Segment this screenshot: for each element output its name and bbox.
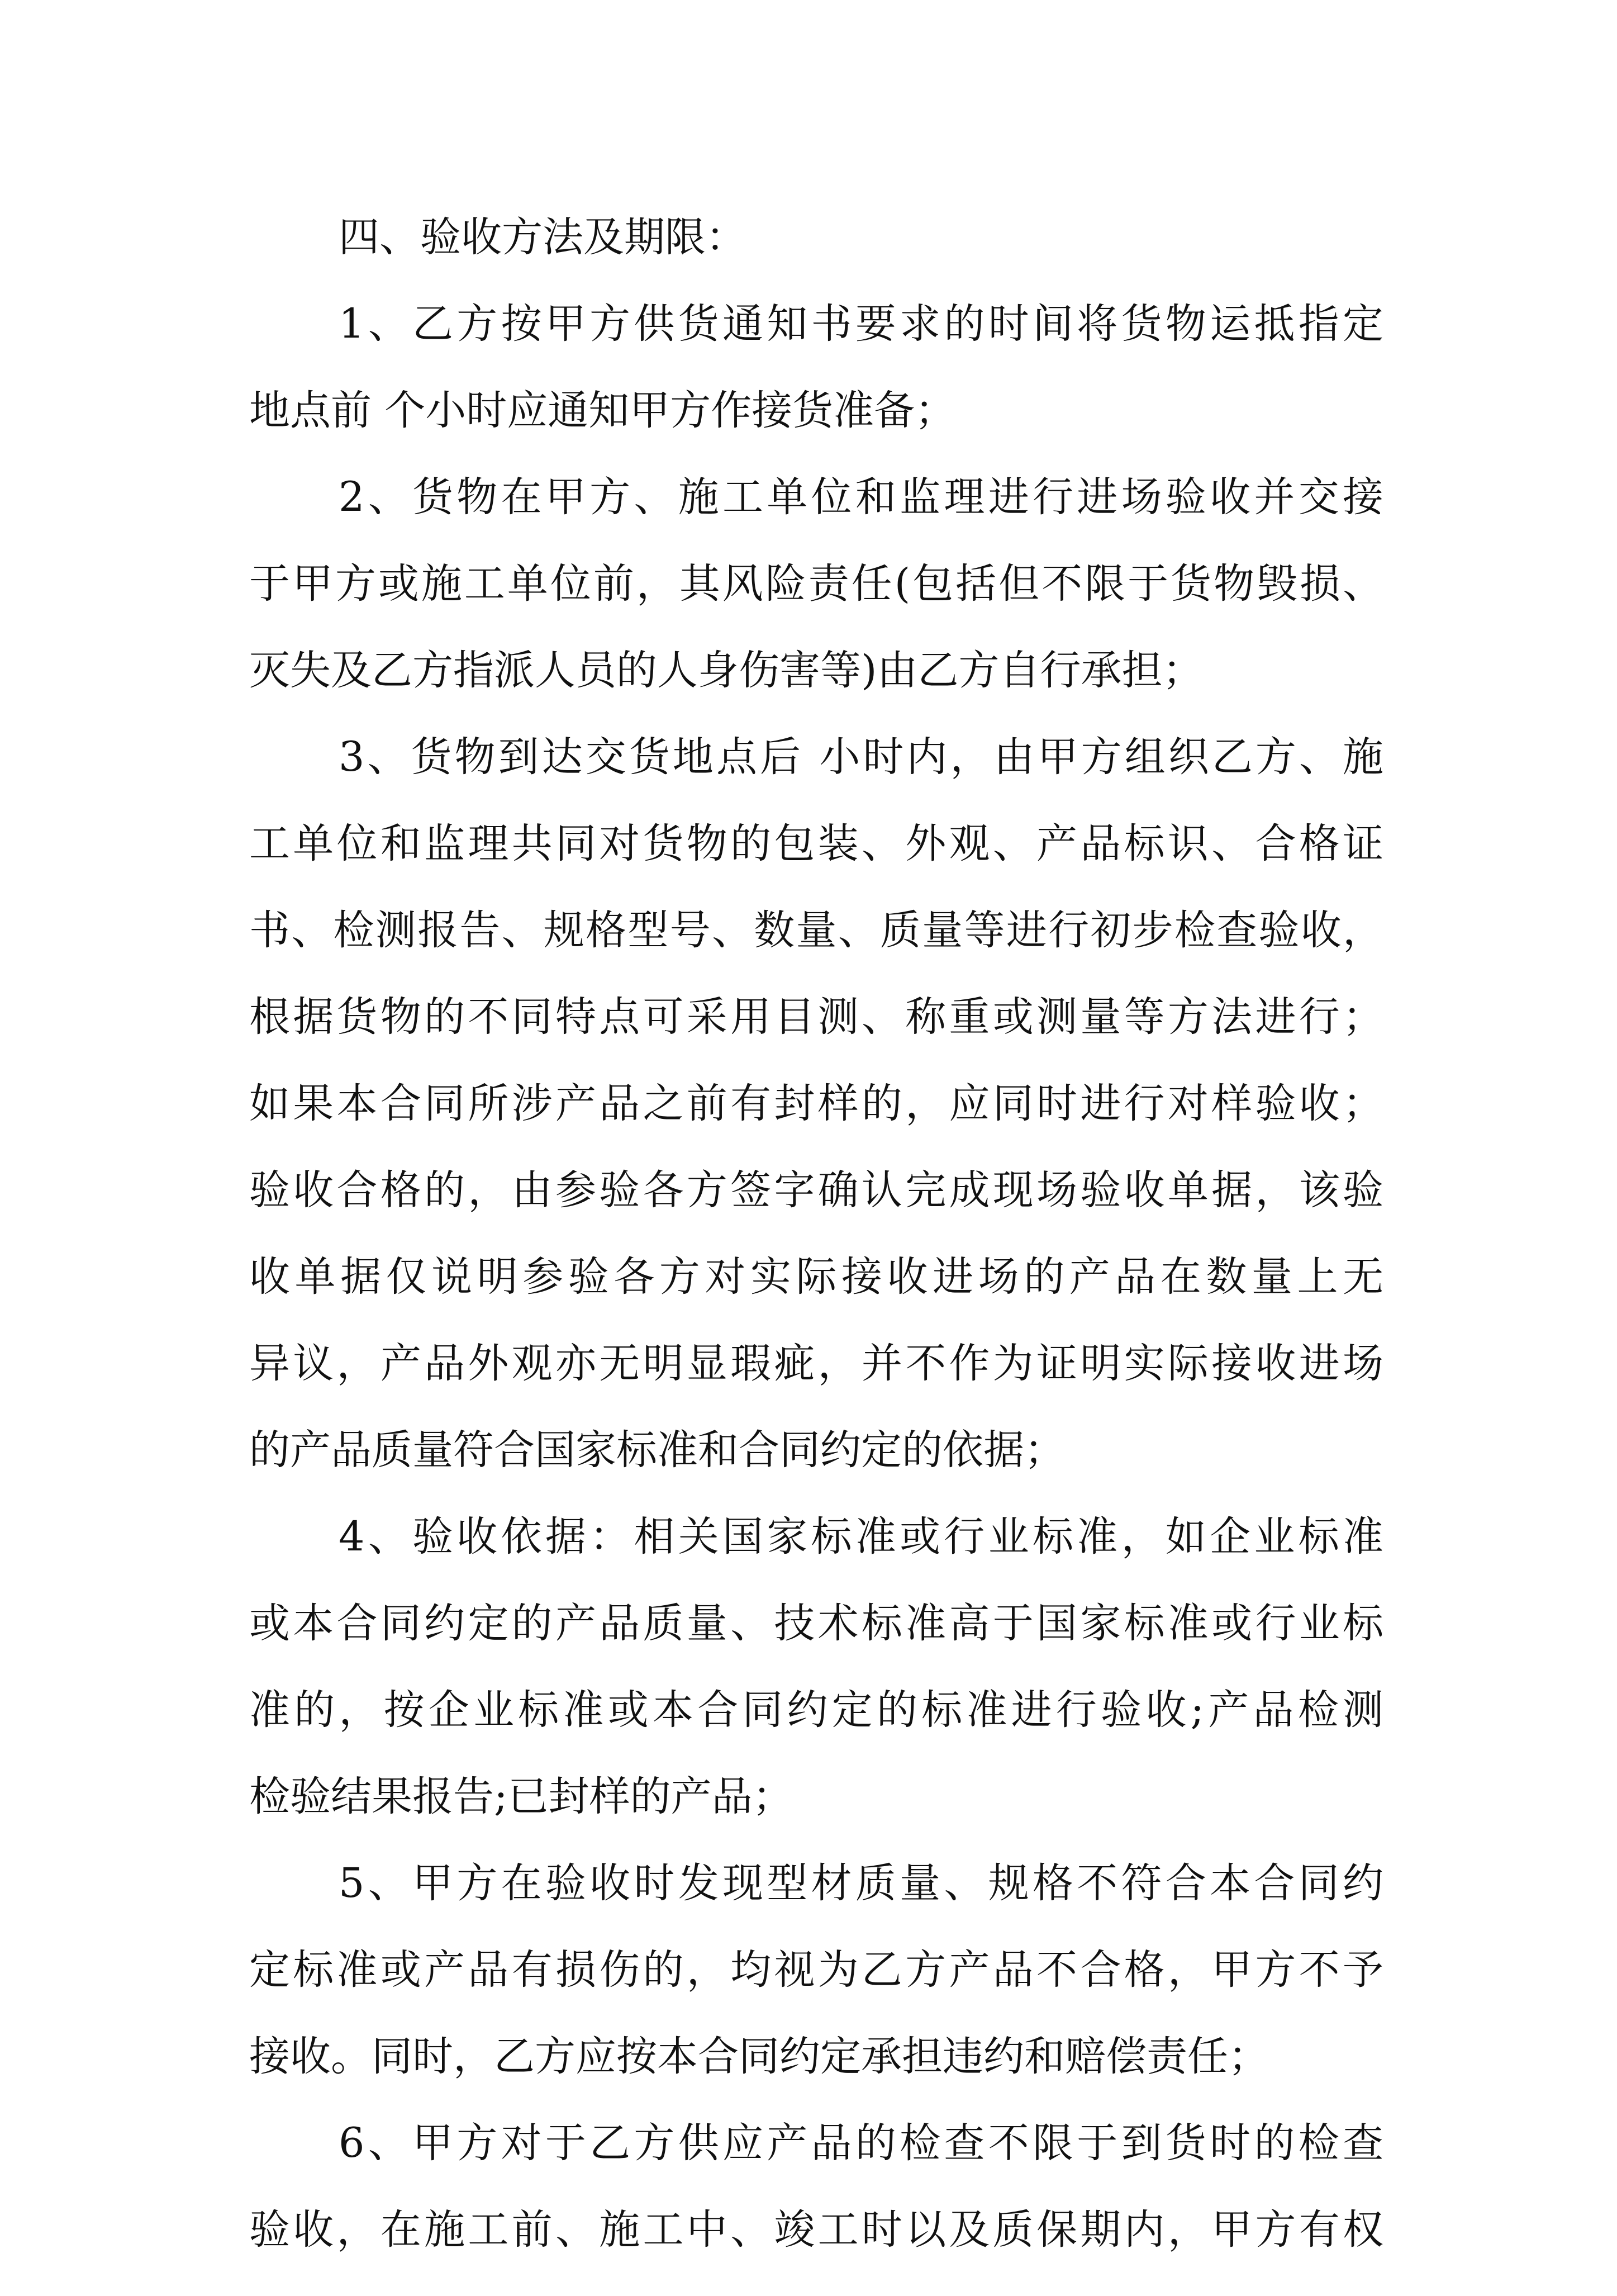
document-body — [249, 214, 1383, 2296]
paragraph-line: 4、验收依据：相关国家标准或行业标准，如企业标准 — [339, 1513, 1383, 1560]
paragraph-line: 异议，产品外观亦无明显瑕疵，并不作为证明实际接收进场 — [249, 1340, 1383, 1387]
paragraph-line: 收单据仅说明参验各方对实际接收进场的产品在数量上无 — [249, 1253, 1383, 1301]
paragraph-line: 1、乙方按甲方供货通知书要求的时间将货物运抵指定 — [339, 300, 1383, 348]
paragraph-line: 或本合同约定的产品质量、技术标准高于国家标准或行业标 — [249, 1600, 1383, 1647]
paragraph-line: 灭失及乙方指派人员的人身伤害等)由乙方自行承担； — [249, 647, 1204, 694]
paragraph-line: 定标准或产品有损伤的，均视为乙方产品不合格，甲方不予 — [249, 1946, 1383, 1994]
paragraph-line: 检验结果报告;已封样的产品； — [249, 1773, 793, 1820]
paragraph-line: 地点前 个小时应通知甲方作接货准备； — [249, 387, 956, 434]
paragraph-line: 于甲方或施工单位前，其风险责任(包括但不限于货物毁损、 — [249, 560, 1383, 608]
paragraph-line: 6、甲方对于乙方供应产品的检查不限于到货时的检查 — [339, 2119, 1383, 2167]
paragraph-line: 3、货物到达交货地点后 小时内，由甲方组织乙方、施 — [339, 733, 1383, 781]
section-heading: 四、验收方法及期限： — [339, 214, 746, 261]
paragraph-line: 书、检测报告、规格型号、数量、质量等进行初步检查验收， — [249, 907, 1383, 954]
paragraph-line: 如果本合同所涉产品之前有封样的，应同时进行对样验收； — [249, 1080, 1383, 1127]
paragraph-line: 的产品质量符合国家标准和合同约定的依据； — [249, 1426, 1065, 1474]
paragraph-line: 根据货物的不同特点可采用目测、称重或测量等方法进行； — [249, 993, 1383, 1041]
paragraph-line: 准的，按企业标准或本合同约定的标准进行验收;产品检测 — [249, 1686, 1383, 1734]
paragraph-line: 接收。同时，乙方应按本合同约定承担违约和赔偿责任； — [249, 2033, 1269, 2080]
paragraph-line: 工单位和监理共同对货物的包装、外观、产品标识、合格证 — [249, 820, 1383, 867]
paragraph-line: 2、货物在甲方、施工单位和监理进行进场验收并交接 — [339, 473, 1383, 521]
paragraph-line: 验收，在施工前、施工中、竣工时以及质保期内，甲方有权 — [249, 2206, 1383, 2254]
paragraph-line: 验收合格的，由参验各方签字确认完成现场验收单据，该验 — [249, 1166, 1383, 1214]
paragraph-line: 5、甲方在验收时发现型材质量、规格不符合本合同约 — [339, 1859, 1383, 1907]
